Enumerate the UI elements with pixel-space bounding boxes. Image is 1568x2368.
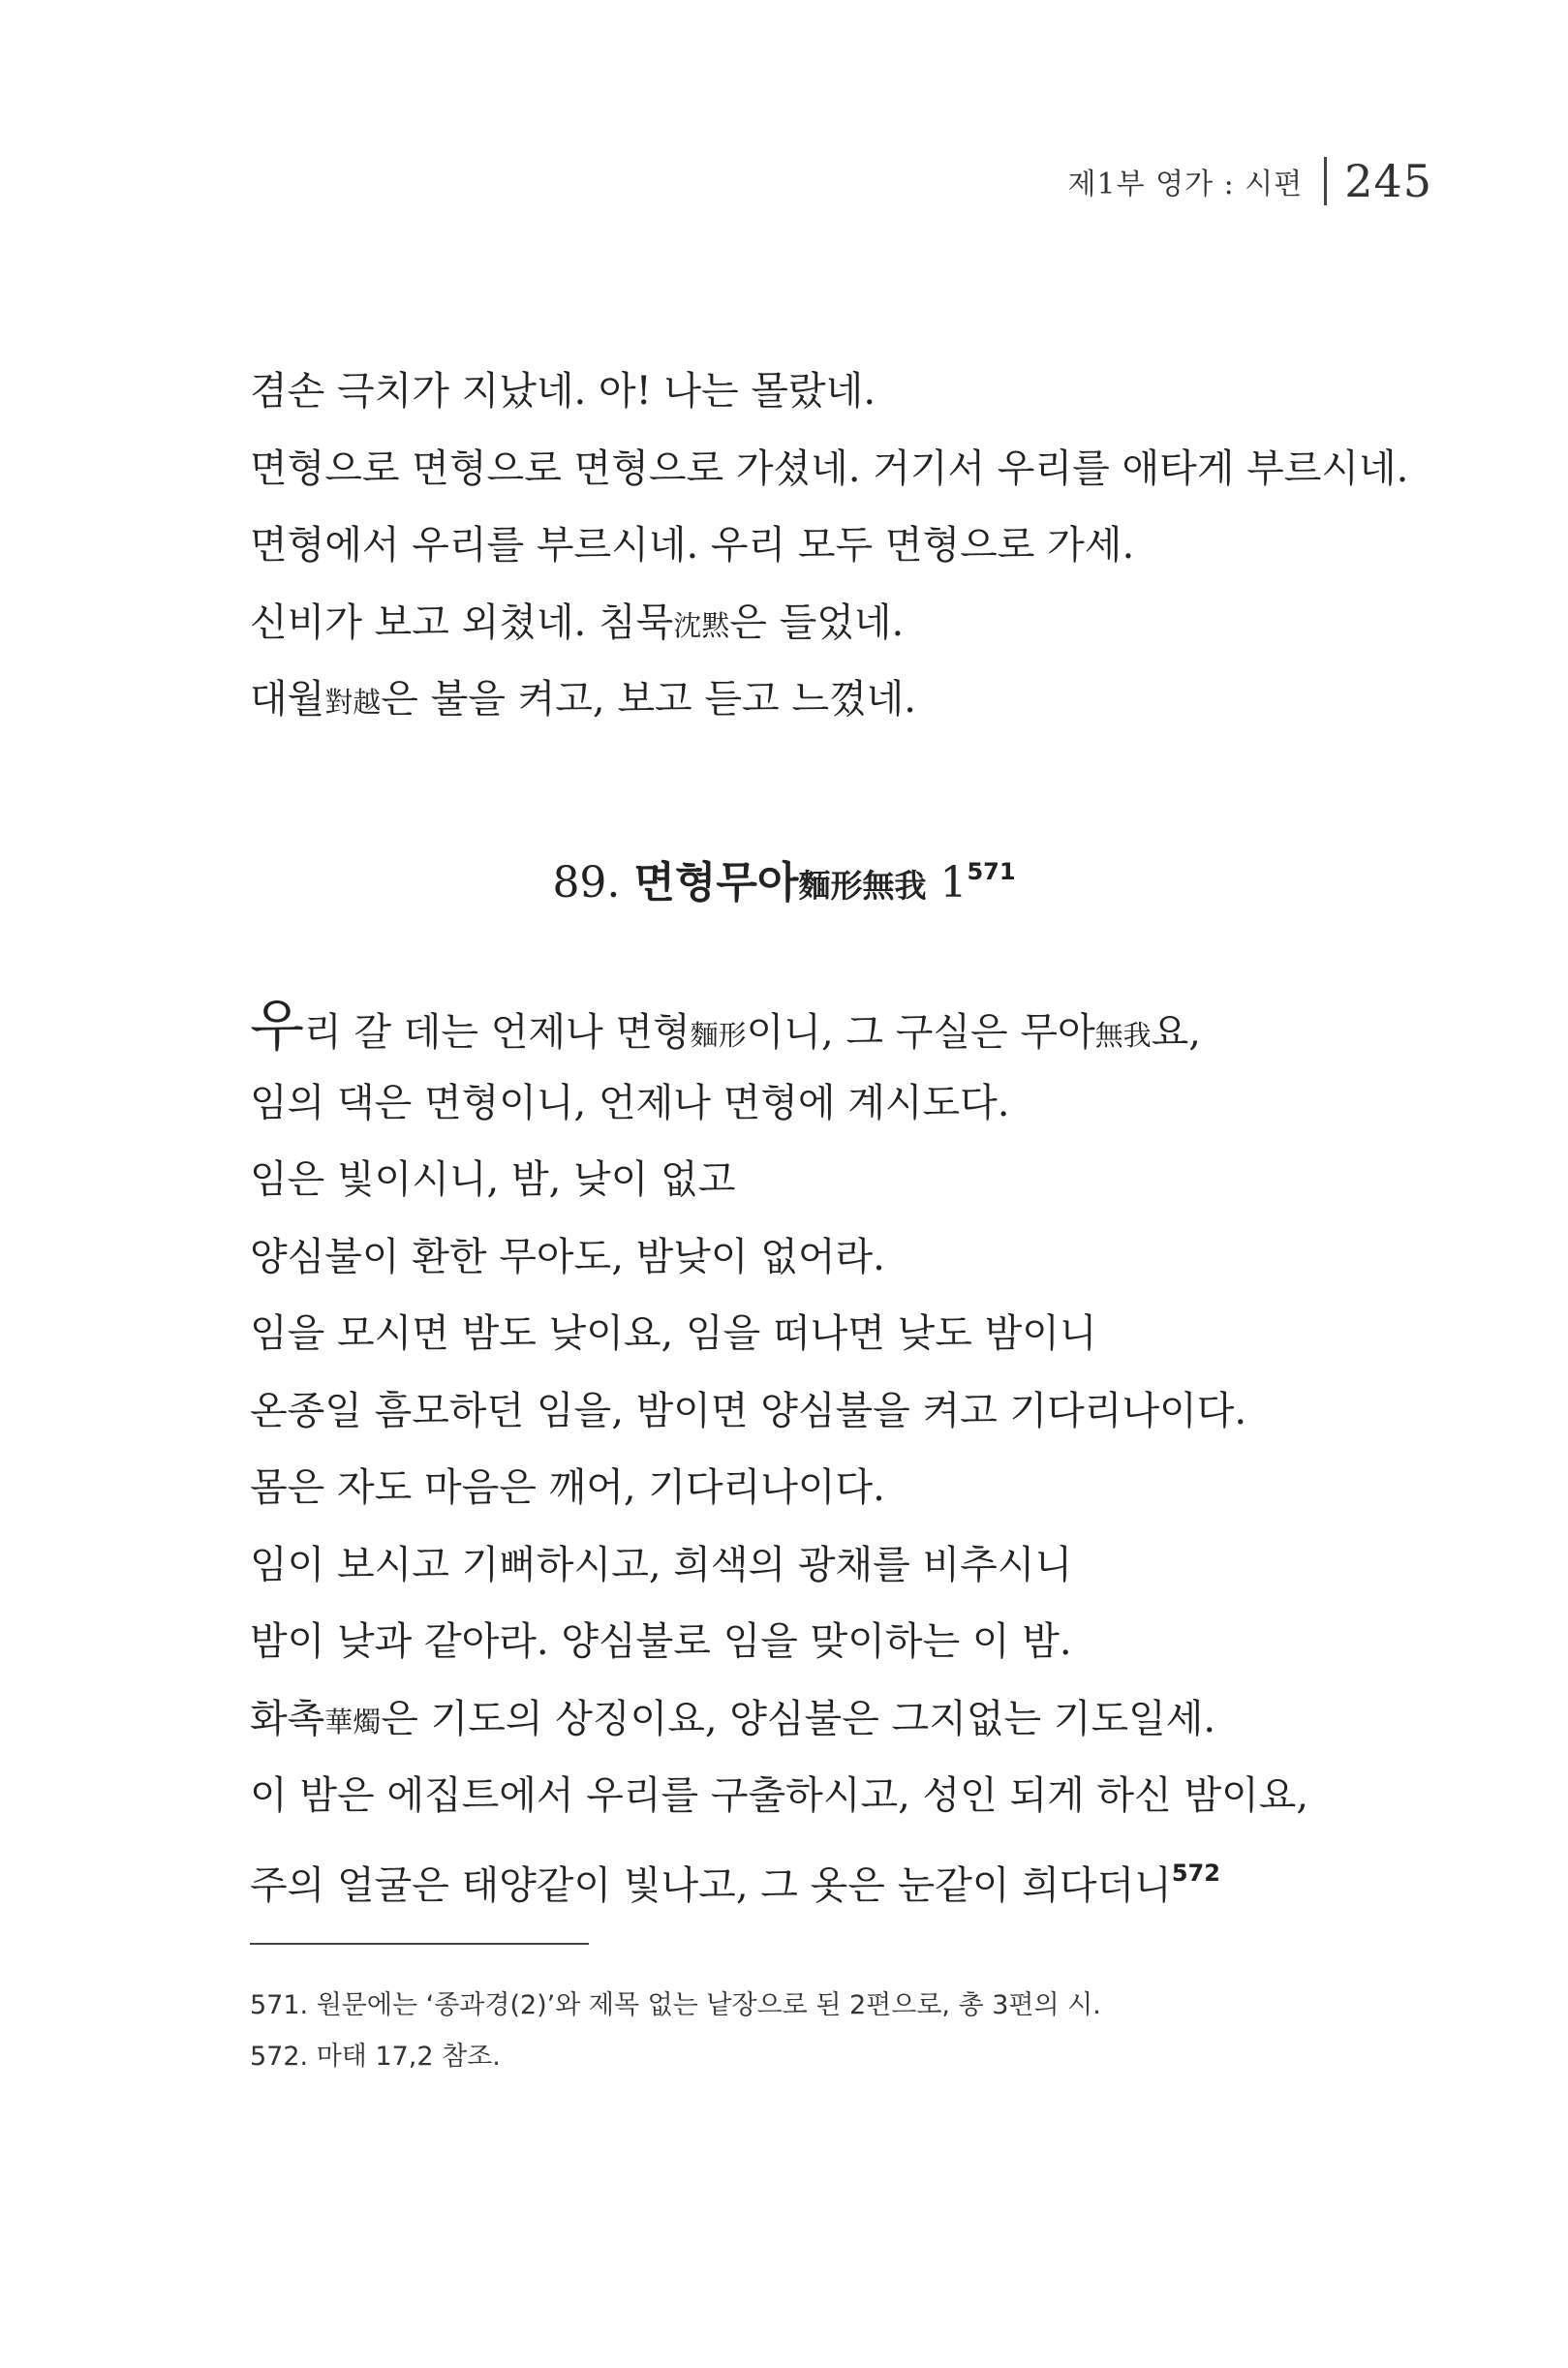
poem-line bbox=[250, 1296, 1460, 1373]
hanja-gloss: 沈黙 bbox=[673, 608, 730, 642]
poem-line bbox=[250, 1835, 1460, 1913]
stanza-line bbox=[250, 661, 1412, 739]
stanza-line bbox=[250, 431, 1412, 508]
poem-title-index: 1 bbox=[939, 858, 968, 907]
footnote-divider bbox=[250, 1943, 589, 1945]
running-header bbox=[1068, 155, 1433, 207]
footnote-marker[interactable]: 571 bbox=[967, 858, 1016, 885]
footnote-marker[interactable]: 572 bbox=[1171, 1859, 1220, 1887]
line-text: 은 기도의 상징이요, 양심불은 그지없는 기도일세. bbox=[381, 1696, 1216, 1741]
poem-line bbox=[250, 988, 1460, 1065]
hanja-gloss: 麵形 bbox=[690, 1019, 747, 1052]
poem-line bbox=[250, 1758, 1460, 1835]
page-number: 245 bbox=[1344, 155, 1432, 207]
poem-line bbox=[250, 1604, 1460, 1681]
header-divider bbox=[1324, 157, 1327, 205]
hanja-gloss: 華燭 bbox=[324, 1705, 382, 1738]
line-text: 이니, 그 구실은 무아 bbox=[746, 1010, 1095, 1055]
footnotes bbox=[250, 1980, 1101, 2082]
line-text: 임이 보시고 기뻐하시고, 희색의 광채를 비추시니 bbox=[250, 1542, 1073, 1587]
poem-line bbox=[250, 1219, 1460, 1297]
line-text: 임의 댁은 면형이니, 언제나 면형에 계시도다. bbox=[250, 1080, 1010, 1125]
poem-body bbox=[250, 988, 1460, 1912]
poem-line bbox=[250, 1450, 1460, 1527]
line-text: 은 불을 켜고, 보고 듣고 느꼈네. bbox=[381, 677, 916, 722]
poem-number: 89. bbox=[552, 858, 621, 907]
footnote-item: 572. 마태 17,2 참조. bbox=[250, 2042, 501, 2072]
line-text: 신비가 보고 외쳤네. 침묵 bbox=[250, 600, 674, 645]
poem-line bbox=[250, 1142, 1460, 1219]
line-text: 임은 빛이시니, 밤, 낮이 없고 bbox=[250, 1157, 736, 1202]
hanja-gloss: 無我 bbox=[1094, 1019, 1152, 1052]
line-text: 면형에서 우리를 부르시네. 우리 모두 면형으로 가세. bbox=[250, 523, 1135, 568]
poem-line bbox=[250, 1373, 1460, 1451]
line-text: 화촉 bbox=[250, 1696, 325, 1741]
line-text: 이 밤은 에집트에서 우리를 구출하시고, 성인 되게 하신 밤이요, bbox=[250, 1773, 1309, 1818]
line-text: 겸손 극치가 지났네. 아! 나는 몰랐네. bbox=[250, 369, 876, 414]
footnote-item: 571. 원문에는 ‘종과경(2)’와 제목 없는 낱장으로 된 2편으로, 총 3편의 시. bbox=[250, 1990, 1101, 2020]
line-text: 대월 bbox=[250, 677, 325, 722]
stanza-line bbox=[250, 585, 1412, 662]
line-text: 은 들었네. bbox=[729, 600, 905, 645]
line-text: 임을 모시면 밤도 낮이요, 임을 떠나면 낮도 밤이니 bbox=[250, 1311, 1097, 1356]
line-text: 밤이 낮과 같아라. 양심불로 임을 맞이하는 이 밤. bbox=[250, 1619, 1072, 1664]
poem-title-hanja: 麵形無我 bbox=[798, 867, 927, 905]
line-text: 몸은 자도 마음은 깨어, 기다리나이다. bbox=[250, 1465, 885, 1510]
stanza-line bbox=[250, 507, 1412, 585]
poem-title bbox=[0, 847, 1568, 909]
previous-poem-stanza bbox=[250, 354, 1412, 739]
line-text: 주의 얼굴은 태양같이 빛나고, 그 옷은 눈같이 희다더니 bbox=[250, 1862, 1172, 1908]
poem-line bbox=[250, 1527, 1460, 1605]
running-header-title: 제1부 영가 : 시편 bbox=[1067, 168, 1304, 201]
poem-line bbox=[250, 1065, 1460, 1143]
poem-title-korean: 면형무아 bbox=[633, 858, 799, 907]
line-text: 양심불이 환한 무아도, 밤낮이 없어라. bbox=[250, 1234, 885, 1279]
line-text: 리 갈 데는 언제나 면형 bbox=[304, 1010, 691, 1055]
line-text: 온종일 흠모하던 임을, 밤이면 양심불을 켜고 기다리나이다. bbox=[250, 1388, 1247, 1433]
drop-cap: 우 bbox=[250, 993, 305, 1059]
line-text: 요, bbox=[1151, 1010, 1202, 1055]
poem-line bbox=[250, 1681, 1460, 1759]
hanja-gloss: 對越 bbox=[324, 686, 382, 719]
stanza-line bbox=[250, 354, 1412, 431]
line-text: 면형으로 면형으로 면형으로 가셨네. 거기서 우리를 애타게 부르시네. bbox=[250, 446, 1409, 491]
